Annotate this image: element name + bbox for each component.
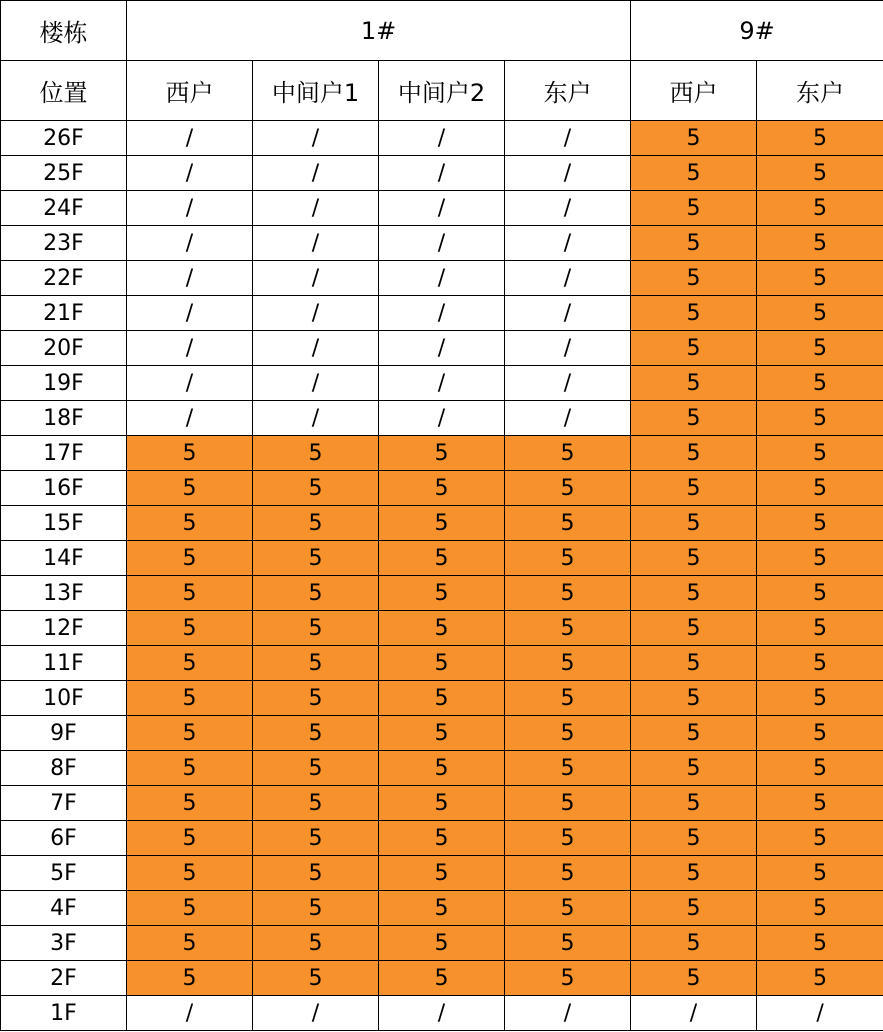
table-cell: 5 bbox=[631, 541, 757, 576]
table-cell: 5 bbox=[379, 611, 505, 646]
floor-label: 5F bbox=[1, 856, 127, 891]
table-cell: / bbox=[379, 401, 505, 436]
table-cell: 5 bbox=[631, 331, 757, 366]
header-row-position bbox=[1, 61, 883, 121]
column-header: 东户 bbox=[505, 61, 631, 121]
floor-label: 20F bbox=[1, 331, 127, 366]
table-cell: 5 bbox=[757, 471, 883, 506]
table-cell: 5 bbox=[505, 541, 631, 576]
table-cell: 5 bbox=[757, 296, 883, 331]
table-cell: 5 bbox=[505, 716, 631, 751]
table-cell: 5 bbox=[505, 786, 631, 821]
table-cell: 5 bbox=[379, 821, 505, 856]
floor-label: 11F bbox=[1, 646, 127, 681]
table-cell: / bbox=[253, 156, 379, 191]
table-cell: 5 bbox=[757, 856, 883, 891]
table-cell: 5 bbox=[757, 191, 883, 226]
floor-label: 17F bbox=[1, 436, 127, 471]
table-cell: 5 bbox=[757, 961, 883, 996]
table-row bbox=[1, 226, 883, 261]
table-row bbox=[1, 156, 883, 191]
table-cell: 5 bbox=[505, 681, 631, 716]
table-cell: / bbox=[127, 331, 253, 366]
table-row bbox=[1, 751, 883, 786]
table-cell: 5 bbox=[505, 891, 631, 926]
table-cell: / bbox=[379, 366, 505, 401]
table-cell: 5 bbox=[757, 751, 883, 786]
table-cell: 5 bbox=[253, 681, 379, 716]
floor-label: 23F bbox=[1, 226, 127, 261]
table-cell: 5 bbox=[757, 786, 883, 821]
table-row bbox=[1, 401, 883, 436]
table-cell: 5 bbox=[379, 891, 505, 926]
table-cell: 5 bbox=[127, 471, 253, 506]
table-cell: / bbox=[505, 296, 631, 331]
table-cell: 5 bbox=[253, 786, 379, 821]
table-cell: / bbox=[253, 401, 379, 436]
table-row bbox=[1, 996, 883, 1031]
table-cell: 5 bbox=[757, 891, 883, 926]
table-cell: / bbox=[253, 996, 379, 1031]
table-row bbox=[1, 821, 883, 856]
table-cell: 5 bbox=[253, 821, 379, 856]
table-cell: 5 bbox=[379, 506, 505, 541]
table-cell: 5 bbox=[631, 646, 757, 681]
table-row bbox=[1, 541, 883, 576]
table-cell: 5 bbox=[127, 611, 253, 646]
table-cell: 5 bbox=[631, 436, 757, 471]
table-row bbox=[1, 926, 883, 961]
table-row bbox=[1, 331, 883, 366]
table-cell: / bbox=[127, 191, 253, 226]
table-cell: / bbox=[127, 401, 253, 436]
table-cell: 5 bbox=[631, 226, 757, 261]
column-header: 西户 bbox=[631, 61, 757, 121]
table-cell: / bbox=[127, 296, 253, 331]
table-cell: 5 bbox=[631, 471, 757, 506]
table-cell: 5 bbox=[505, 961, 631, 996]
table-cell: 5 bbox=[127, 541, 253, 576]
floor-label: 18F bbox=[1, 401, 127, 436]
table-row bbox=[1, 786, 883, 821]
header-row-building bbox=[1, 1, 883, 61]
table-cell: / bbox=[253, 331, 379, 366]
table-cell: 5 bbox=[631, 751, 757, 786]
floor-label: 24F bbox=[1, 191, 127, 226]
table-row bbox=[1, 716, 883, 751]
table-cell: 5 bbox=[757, 926, 883, 961]
column-header: 中间户1 bbox=[253, 61, 379, 121]
table-cell: 5 bbox=[379, 681, 505, 716]
building-1-header: 1# bbox=[127, 1, 631, 61]
table-cell: 5 bbox=[127, 926, 253, 961]
table-cell: 5 bbox=[631, 576, 757, 611]
floor-label: 12F bbox=[1, 611, 127, 646]
table-cell: / bbox=[127, 261, 253, 296]
table-cell: / bbox=[379, 121, 505, 156]
table-row bbox=[1, 611, 883, 646]
table-cell: 5 bbox=[631, 821, 757, 856]
table-cell: / bbox=[253, 296, 379, 331]
table-cell: 5 bbox=[127, 716, 253, 751]
table-cell: 5 bbox=[631, 786, 757, 821]
table-cell: 5 bbox=[505, 436, 631, 471]
table-cell: / bbox=[253, 191, 379, 226]
table-cell: 5 bbox=[505, 926, 631, 961]
table-cell: 5 bbox=[631, 926, 757, 961]
table-cell: 5 bbox=[757, 576, 883, 611]
table-cell: / bbox=[505, 261, 631, 296]
table-cell: / bbox=[505, 191, 631, 226]
table-cell: 5 bbox=[505, 751, 631, 786]
floor-label: 15F bbox=[1, 506, 127, 541]
table-cell: 5 bbox=[379, 751, 505, 786]
table-cell: 5 bbox=[253, 436, 379, 471]
table-cell: 5 bbox=[631, 506, 757, 541]
table-row bbox=[1, 891, 883, 926]
table-cell: 5 bbox=[757, 401, 883, 436]
floor-label: 22F bbox=[1, 261, 127, 296]
floor-label: 14F bbox=[1, 541, 127, 576]
table-cell: 5 bbox=[631, 611, 757, 646]
table-cell: 5 bbox=[631, 121, 757, 156]
table-cell: 5 bbox=[253, 961, 379, 996]
floor-label: 26F bbox=[1, 121, 127, 156]
table-row bbox=[1, 961, 883, 996]
table-cell: / bbox=[379, 296, 505, 331]
floor-label: 9F bbox=[1, 716, 127, 751]
table-cell: 5 bbox=[631, 716, 757, 751]
table-row bbox=[1, 121, 883, 156]
position-label-cell: 位置 bbox=[1, 61, 127, 121]
floor-label: 25F bbox=[1, 156, 127, 191]
table-cell: / bbox=[505, 366, 631, 401]
table-cell: 5 bbox=[757, 331, 883, 366]
table-row bbox=[1, 366, 883, 401]
table-cell: 5 bbox=[505, 471, 631, 506]
table-cell: 5 bbox=[379, 541, 505, 576]
table-cell: 5 bbox=[631, 681, 757, 716]
floor-label: 4F bbox=[1, 891, 127, 926]
table-row bbox=[1, 261, 883, 296]
table-row bbox=[1, 506, 883, 541]
table-cell: / bbox=[379, 156, 505, 191]
table-cell: 5 bbox=[253, 751, 379, 786]
table-cell: / bbox=[505, 156, 631, 191]
floor-label: 8F bbox=[1, 751, 127, 786]
table-cell: / bbox=[505, 121, 631, 156]
table-cell: 5 bbox=[631, 401, 757, 436]
table-cell: 5 bbox=[253, 471, 379, 506]
table-cell: 5 bbox=[253, 541, 379, 576]
building-9-header: 9# bbox=[631, 1, 883, 61]
table-cell: 5 bbox=[757, 506, 883, 541]
table-cell: 5 bbox=[631, 156, 757, 191]
building-label-cell: 楼栋 bbox=[1, 1, 127, 61]
table-cell: 5 bbox=[757, 121, 883, 156]
table-cell: / bbox=[127, 156, 253, 191]
table-cell: / bbox=[253, 366, 379, 401]
column-header: 东户 bbox=[757, 61, 883, 121]
table-row bbox=[1, 646, 883, 681]
table-cell: 5 bbox=[379, 436, 505, 471]
table-cell: 5 bbox=[379, 576, 505, 611]
table-cell: 5 bbox=[127, 856, 253, 891]
table-cell: / bbox=[127, 996, 253, 1031]
table-cell: / bbox=[379, 226, 505, 261]
table-cell: 5 bbox=[757, 156, 883, 191]
table-cell: 5 bbox=[631, 961, 757, 996]
table-cell: 5 bbox=[505, 856, 631, 891]
table-cell: 5 bbox=[505, 821, 631, 856]
table-cell: 5 bbox=[757, 436, 883, 471]
table-cell: 5 bbox=[379, 716, 505, 751]
table-cell: / bbox=[379, 331, 505, 366]
table-cell: / bbox=[127, 366, 253, 401]
floor-label: 1F bbox=[1, 996, 127, 1031]
floor-label: 13F bbox=[1, 576, 127, 611]
floor-label: 6F bbox=[1, 821, 127, 856]
table-cell: / bbox=[505, 226, 631, 261]
column-header: 西户 bbox=[127, 61, 253, 121]
table-cell: 5 bbox=[757, 366, 883, 401]
floor-label: 19F bbox=[1, 366, 127, 401]
table-cell: 5 bbox=[757, 646, 883, 681]
table-cell: / bbox=[127, 121, 253, 156]
table-cell: 5 bbox=[127, 891, 253, 926]
table-cell: 5 bbox=[379, 961, 505, 996]
table-cell: / bbox=[379, 996, 505, 1031]
floor-label: 16F bbox=[1, 471, 127, 506]
table-cell: 5 bbox=[505, 611, 631, 646]
table-cell: 5 bbox=[757, 821, 883, 856]
table-cell: / bbox=[631, 996, 757, 1031]
table-cell: 5 bbox=[253, 611, 379, 646]
table-cell: 5 bbox=[253, 891, 379, 926]
table-cell: 5 bbox=[757, 611, 883, 646]
table-row bbox=[1, 191, 883, 226]
floor-label: 10F bbox=[1, 681, 127, 716]
table-cell: 5 bbox=[505, 646, 631, 681]
table-cell: 5 bbox=[757, 226, 883, 261]
table-cell: / bbox=[127, 226, 253, 261]
table-cell: 5 bbox=[631, 296, 757, 331]
table-cell: 5 bbox=[505, 506, 631, 541]
table-cell: 5 bbox=[127, 681, 253, 716]
table-cell: 5 bbox=[127, 821, 253, 856]
table-row bbox=[1, 856, 883, 891]
floor-label: 7F bbox=[1, 786, 127, 821]
table-cell: 5 bbox=[757, 681, 883, 716]
table-cell: 5 bbox=[253, 506, 379, 541]
floor-label: 2F bbox=[1, 961, 127, 996]
table-cell: 5 bbox=[379, 646, 505, 681]
table-cell: 5 bbox=[631, 891, 757, 926]
table-cell: 5 bbox=[379, 786, 505, 821]
table-cell: 5 bbox=[127, 751, 253, 786]
table-cell: 5 bbox=[253, 856, 379, 891]
table-cell: 5 bbox=[379, 856, 505, 891]
table-cell: 5 bbox=[379, 471, 505, 506]
table-cell: / bbox=[253, 121, 379, 156]
table-row bbox=[1, 436, 883, 471]
table-cell: 5 bbox=[757, 261, 883, 296]
table-cell: 5 bbox=[631, 856, 757, 891]
table-row bbox=[1, 296, 883, 331]
table-cell: 5 bbox=[631, 366, 757, 401]
table-cell: / bbox=[253, 226, 379, 261]
table-cell: / bbox=[379, 191, 505, 226]
table-cell: / bbox=[757, 996, 883, 1031]
table-cell: / bbox=[253, 261, 379, 296]
column-header: 中间户2 bbox=[379, 61, 505, 121]
table-cell: / bbox=[505, 331, 631, 366]
table-cell: 5 bbox=[757, 541, 883, 576]
table-cell: 5 bbox=[253, 716, 379, 751]
floor-label: 21F bbox=[1, 296, 127, 331]
table-row bbox=[1, 576, 883, 611]
table-cell: 5 bbox=[127, 506, 253, 541]
table-cell: / bbox=[379, 261, 505, 296]
table-cell: / bbox=[505, 996, 631, 1031]
table-cell: 5 bbox=[127, 436, 253, 471]
table-cell: 5 bbox=[631, 261, 757, 296]
table-cell: 5 bbox=[757, 716, 883, 751]
table-cell: 5 bbox=[127, 576, 253, 611]
table-cell: 5 bbox=[253, 646, 379, 681]
table-cell: 5 bbox=[631, 191, 757, 226]
table-cell: 5 bbox=[505, 576, 631, 611]
table-cell: 5 bbox=[379, 926, 505, 961]
table-row bbox=[1, 681, 883, 716]
table-cell: / bbox=[505, 401, 631, 436]
table-cell: 5 bbox=[253, 926, 379, 961]
table-cell: 5 bbox=[127, 646, 253, 681]
floor-label: 3F bbox=[1, 926, 127, 961]
table-cell: 5 bbox=[127, 786, 253, 821]
table-cell: 5 bbox=[253, 576, 379, 611]
table-row bbox=[1, 471, 883, 506]
table-cell: 5 bbox=[127, 961, 253, 996]
